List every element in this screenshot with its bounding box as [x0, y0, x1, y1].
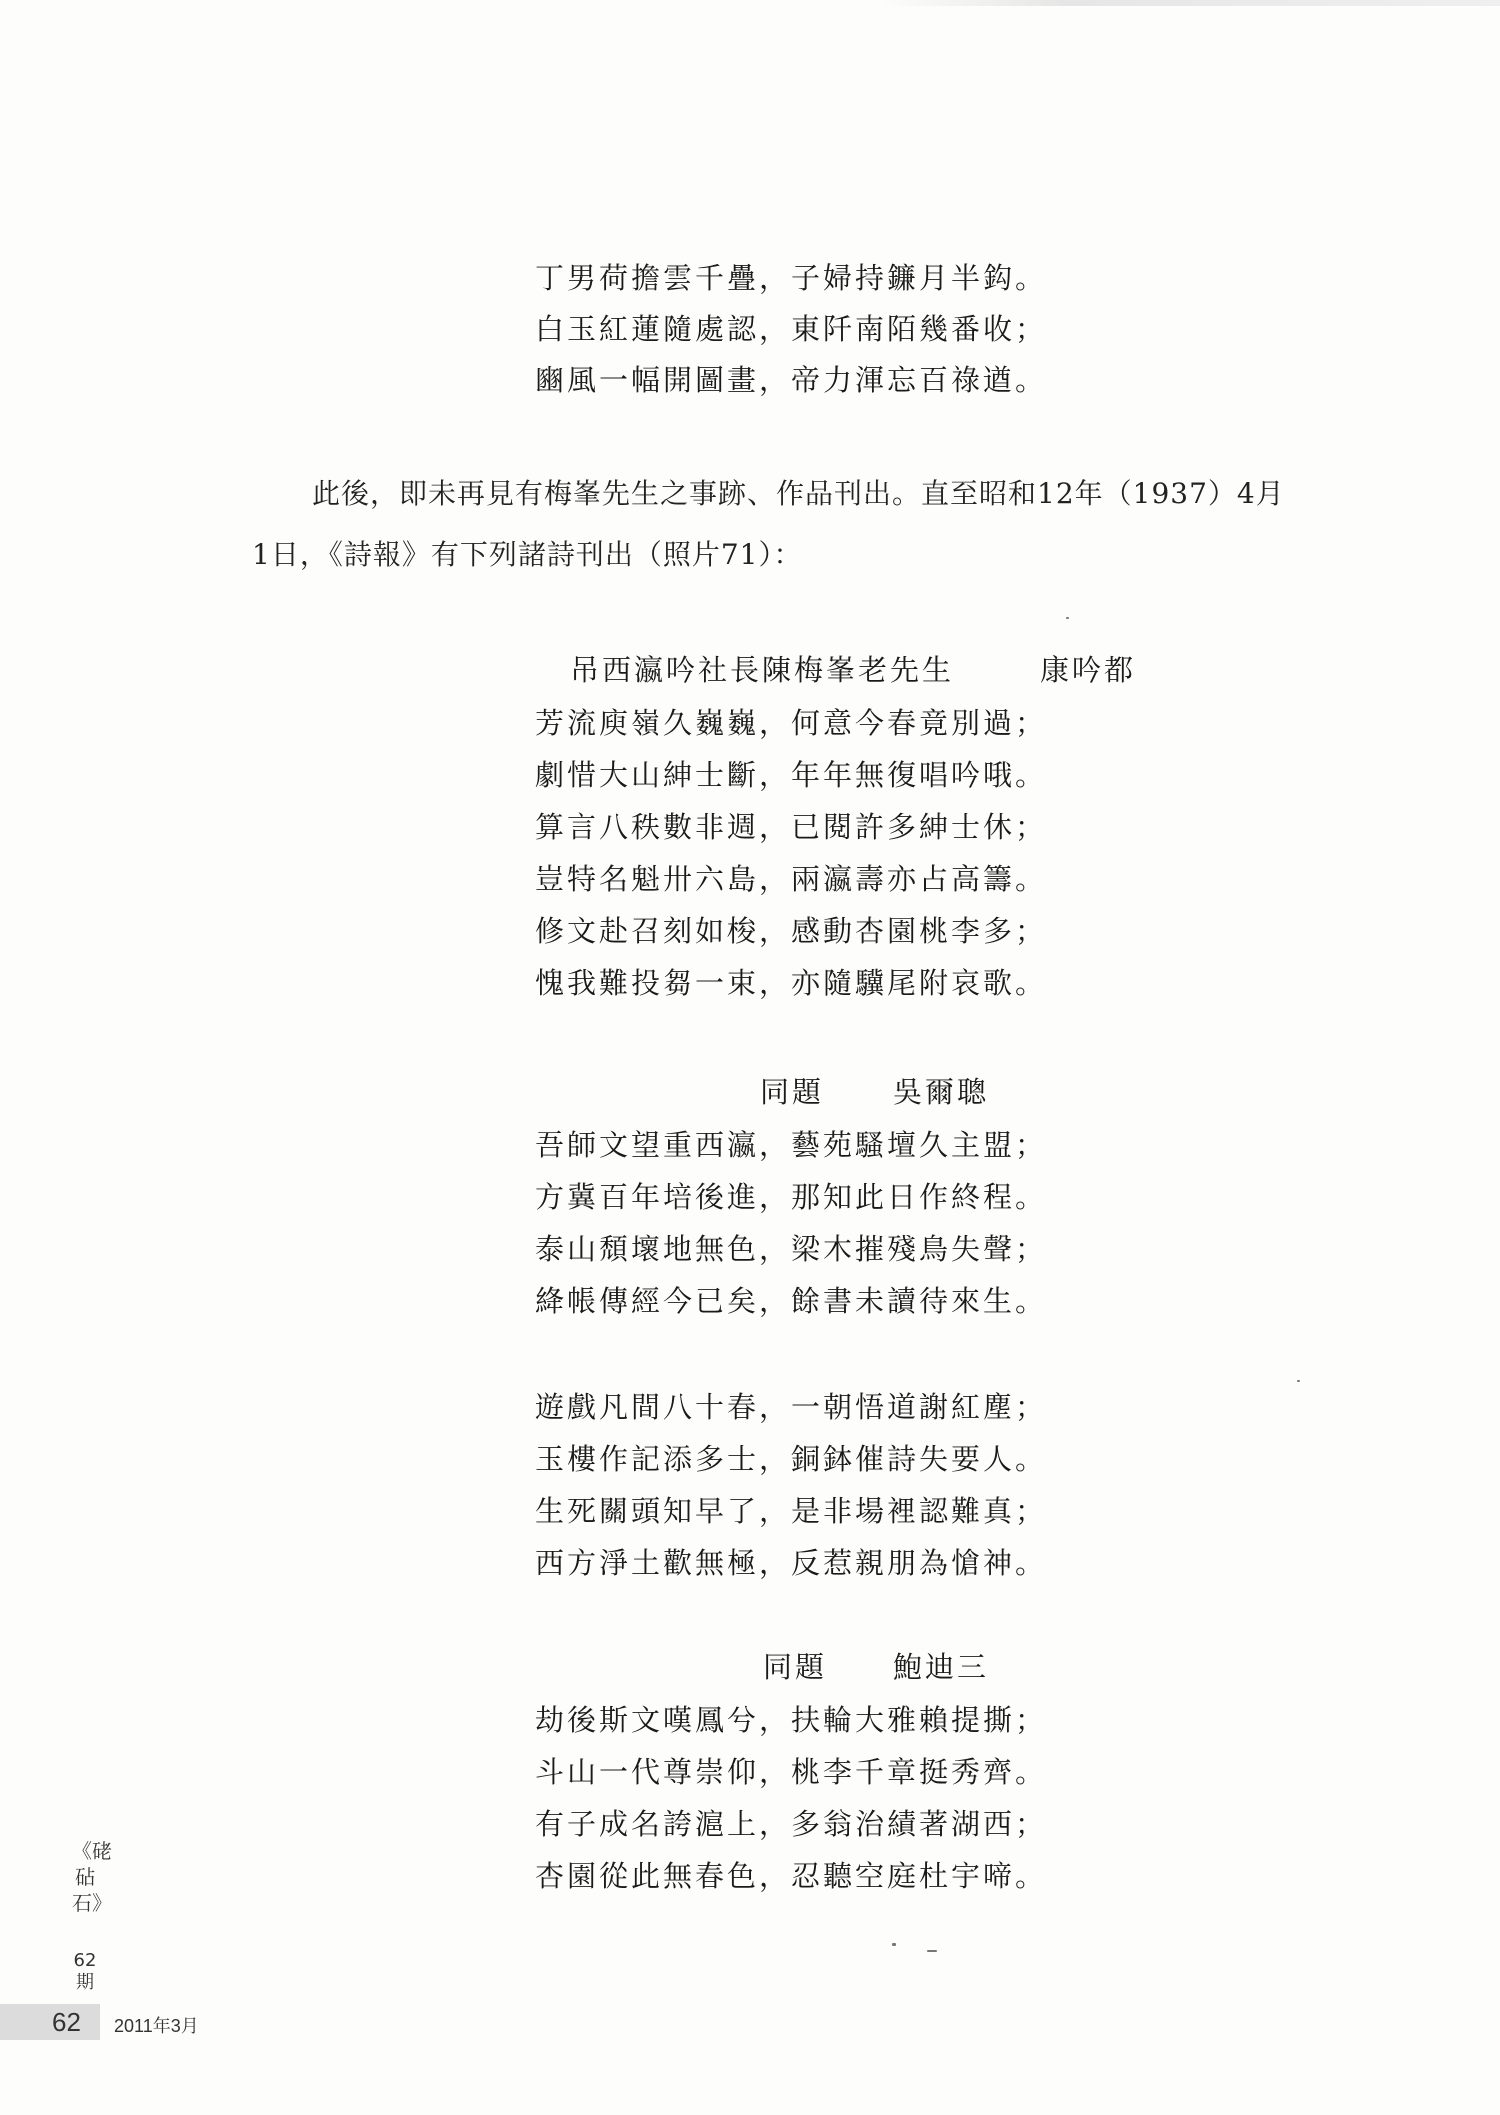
poem-c-author: 吳爾聰: [893, 1075, 990, 1109]
journal-title: 《硓砧石》: [72, 1839, 112, 1915]
poem-b-line-3: 算言八秩數非週，已閱許多紳士休；: [535, 810, 1048, 844]
scan-speck: [1066, 617, 1069, 619]
poem-c2-line-2: 玉樓作記添多士，銅鉢催詩失要人。: [535, 1442, 1048, 1476]
scan-speck: [892, 1943, 896, 1946]
poem-b-heading: 吊西瀛吟社長陳梅峯老先生: [570, 653, 955, 687]
poem-d-line-4: 杏園從此無春色，忍聽空庭杜宇啼。: [535, 1859, 1048, 1893]
poem-b-line-2: 劇惜大山紳士斷，年年無復唱吟哦。: [535, 758, 1048, 792]
poem-c-line-4: 絳帳傳經今已矣，餘書未讀待來生。: [535, 1284, 1048, 1318]
page-number: 62: [52, 2007, 81, 2037]
poem-b-line-5: 修文赴召刻如梭，感動杏園桃李多；: [535, 914, 1048, 948]
poem-a-line-1: 丁男荷擔雲千疊，子婦持鐮月半鈎。: [535, 261, 1048, 295]
scan-speck: [1297, 1380, 1300, 1382]
scan-edge: [880, 0, 1500, 6]
footer-band: [0, 2004, 100, 2040]
scan-speck: [927, 1950, 937, 1952]
poem-c-heading: 同題: [760, 1075, 825, 1109]
poem-b-author: 康吟都: [1040, 653, 1137, 687]
issue-number: 62期: [73, 1950, 97, 1993]
poem-c-line-2: 方冀百年培後進，那知此日作終程。: [535, 1180, 1048, 1214]
poem-c-line-3: 泰山頹壞地無色，梁木摧殘鳥失聲；: [535, 1232, 1048, 1266]
publication-date: 2011年3月: [114, 2016, 199, 2036]
poem-d-author: 鮑迪三: [893, 1650, 990, 1684]
poem-d-line-3: 有子成名誇滬上，多翁治績著湖西；: [535, 1807, 1048, 1841]
paragraph-line-2: 1日，《詩報》有下列諸詩刊出（照片71）：: [252, 538, 803, 571]
paragraph-line-1: 此後，即未再見有梅峯先生之事跡、作品刊出。直至昭和12年（1937）4月: [312, 477, 1285, 510]
poem-c2-line-4: 西方淨土歡無極，反惹親朋為愴神。: [535, 1546, 1048, 1580]
poem-c2-line-3: 生死關頭知早了，是非場裡認難真；: [535, 1494, 1048, 1528]
poem-c2-line-1: 遊戲凡間八十春，一朝悟道謝紅塵；: [535, 1390, 1048, 1424]
poem-a-line-3: 豳風一幅開圖畫，帝力渾忘百祿遒。: [535, 363, 1048, 397]
poem-b-line-4: 豈特名魁卅六島，兩瀛壽亦占高籌。: [535, 862, 1048, 896]
poem-d-line-2: 斗山一代尊崇仰，桃李千章挺秀齊。: [535, 1755, 1048, 1789]
poem-c-line-1: 吾師文望重西瀛，藝苑騷壇久主盟；: [535, 1128, 1048, 1162]
poem-b-line-1: 芳流庾嶺久巍巍，何意今春竟別過；: [535, 706, 1048, 740]
poem-d-line-1: 劫後斯文嘆鳳兮，扶輪大雅賴提撕；: [535, 1703, 1048, 1737]
poem-d-heading: 同題: [763, 1650, 828, 1684]
poem-a-line-2: 白玉紅蓮隨處認，東阡南陌幾番收；: [535, 312, 1048, 346]
poem-b-line-6: 愧我難投芻一束，亦隨驥尾附哀歌。: [535, 966, 1048, 1000]
